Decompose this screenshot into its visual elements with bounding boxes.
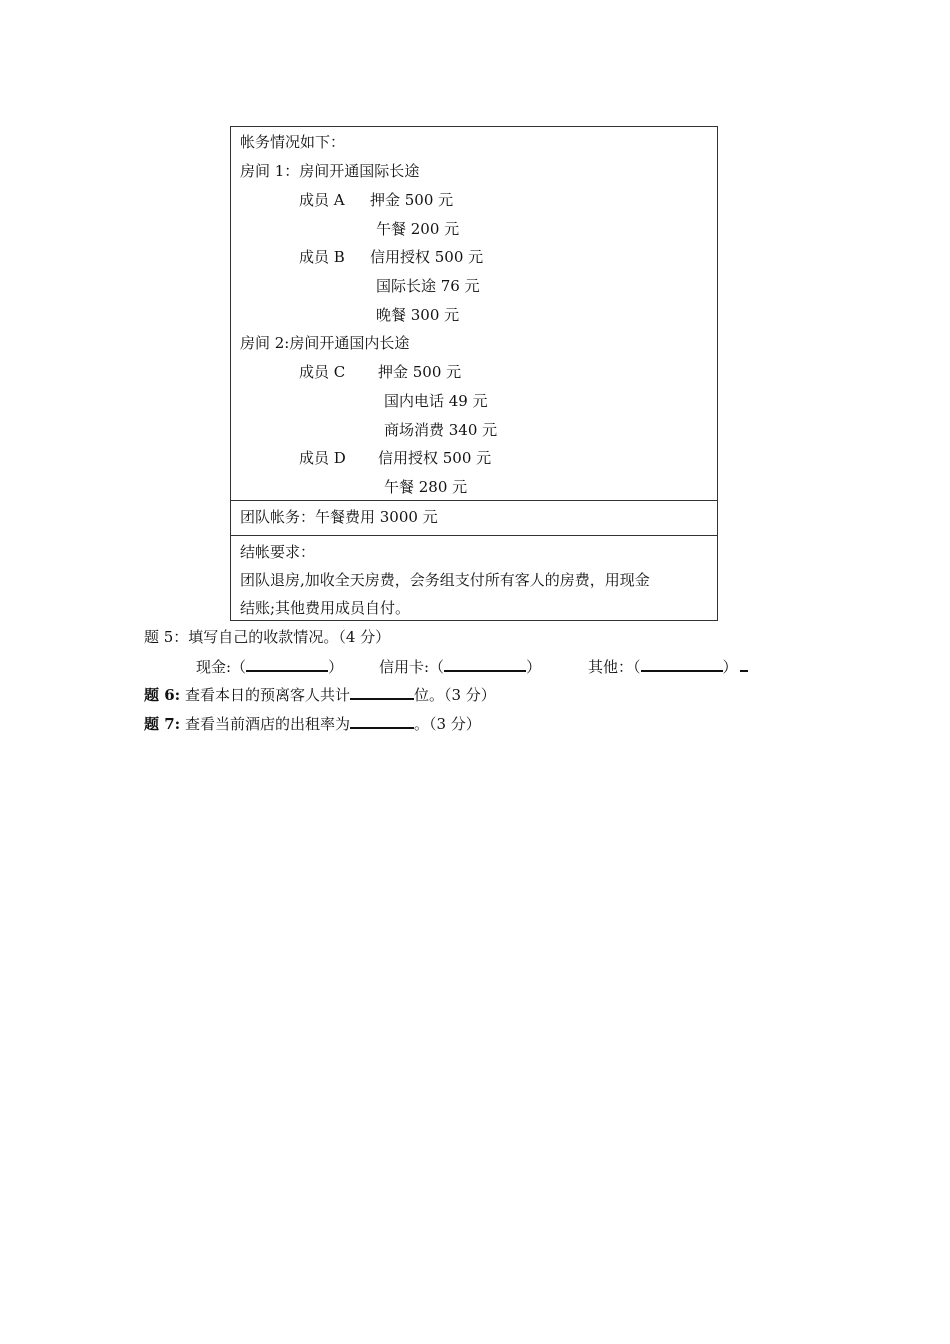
question-6-suffix: 位。（3 分） [414,686,496,704]
member-a-label: 成员 A [299,191,345,209]
cash-field [196,656,343,677]
member-a-item: 押金 500 元 [370,191,454,209]
member-b-item: 信用授权 500 元 [370,248,484,266]
question-6-number: 题 6: [144,686,181,704]
room2-title: 房间 2:房间开通国内长途 [240,334,410,352]
member-c-label: 成员 C [299,363,346,381]
credit-blank[interactable] [444,656,526,672]
other-close: ） [722,658,738,676]
question-7 [144,713,481,734]
cash-close: ） [328,658,344,676]
credit-field [379,656,541,677]
member-d-item: 午餐 280 元 [384,478,468,496]
question-7-text: 查看当前酒店的出租率为 [184,715,350,733]
credit-label: 信用卡:（ [379,658,445,676]
checkout-heading: 结帐要求： [240,543,316,561]
question-6-text: 查看本日的预离客人共计 [184,686,350,704]
credit-close: ） [526,658,542,676]
row-divider [231,535,717,536]
occupancy-blank[interactable] [350,713,414,729]
member-c-item: 押金 500 元 [378,363,462,381]
other-blank[interactable] [641,656,723,672]
team-accounts: 团队帐务：午餐费用 3000 元 [240,508,438,526]
row-divider [231,500,717,501]
question-7-suffix: 。（3 分） [414,715,481,733]
room1-title: 房间 1：房间开通国际长途 [240,162,420,180]
member-b-label: 成员 B [299,248,345,266]
question-6 [144,684,496,705]
question-7-number: 题 7: [144,715,181,733]
member-c-item: 商场消费 340 元 [384,421,498,439]
checkout-line: 团队退房,加收全天房费，会务组支付所有客人的房费，用现金 [240,571,650,589]
cash-label: 现金:（ [196,658,247,676]
member-d-label: 成员 D [299,449,346,467]
trailing-blank [740,656,748,672]
member-c-item: 国内电话 49 元 [384,392,488,410]
member-b-item: 国际长途 76 元 [376,277,480,295]
cash-blank[interactable] [246,656,328,672]
other-field [588,656,748,677]
member-b-item: 晚餐 300 元 [376,306,460,324]
checkout-line: 结账;其他费用成员自付。 [240,599,411,617]
account-table [230,126,718,621]
member-d-item: 信用授权 500 元 [378,449,492,467]
departures-blank[interactable] [350,684,414,700]
other-label: 其他：（ [588,658,641,676]
accounts-heading: 帐务情况如下： [240,133,346,151]
member-a-item: 午餐 200 元 [376,220,460,238]
question-5: 题 5：填写自己的收款情况。（4 分） [144,628,391,646]
